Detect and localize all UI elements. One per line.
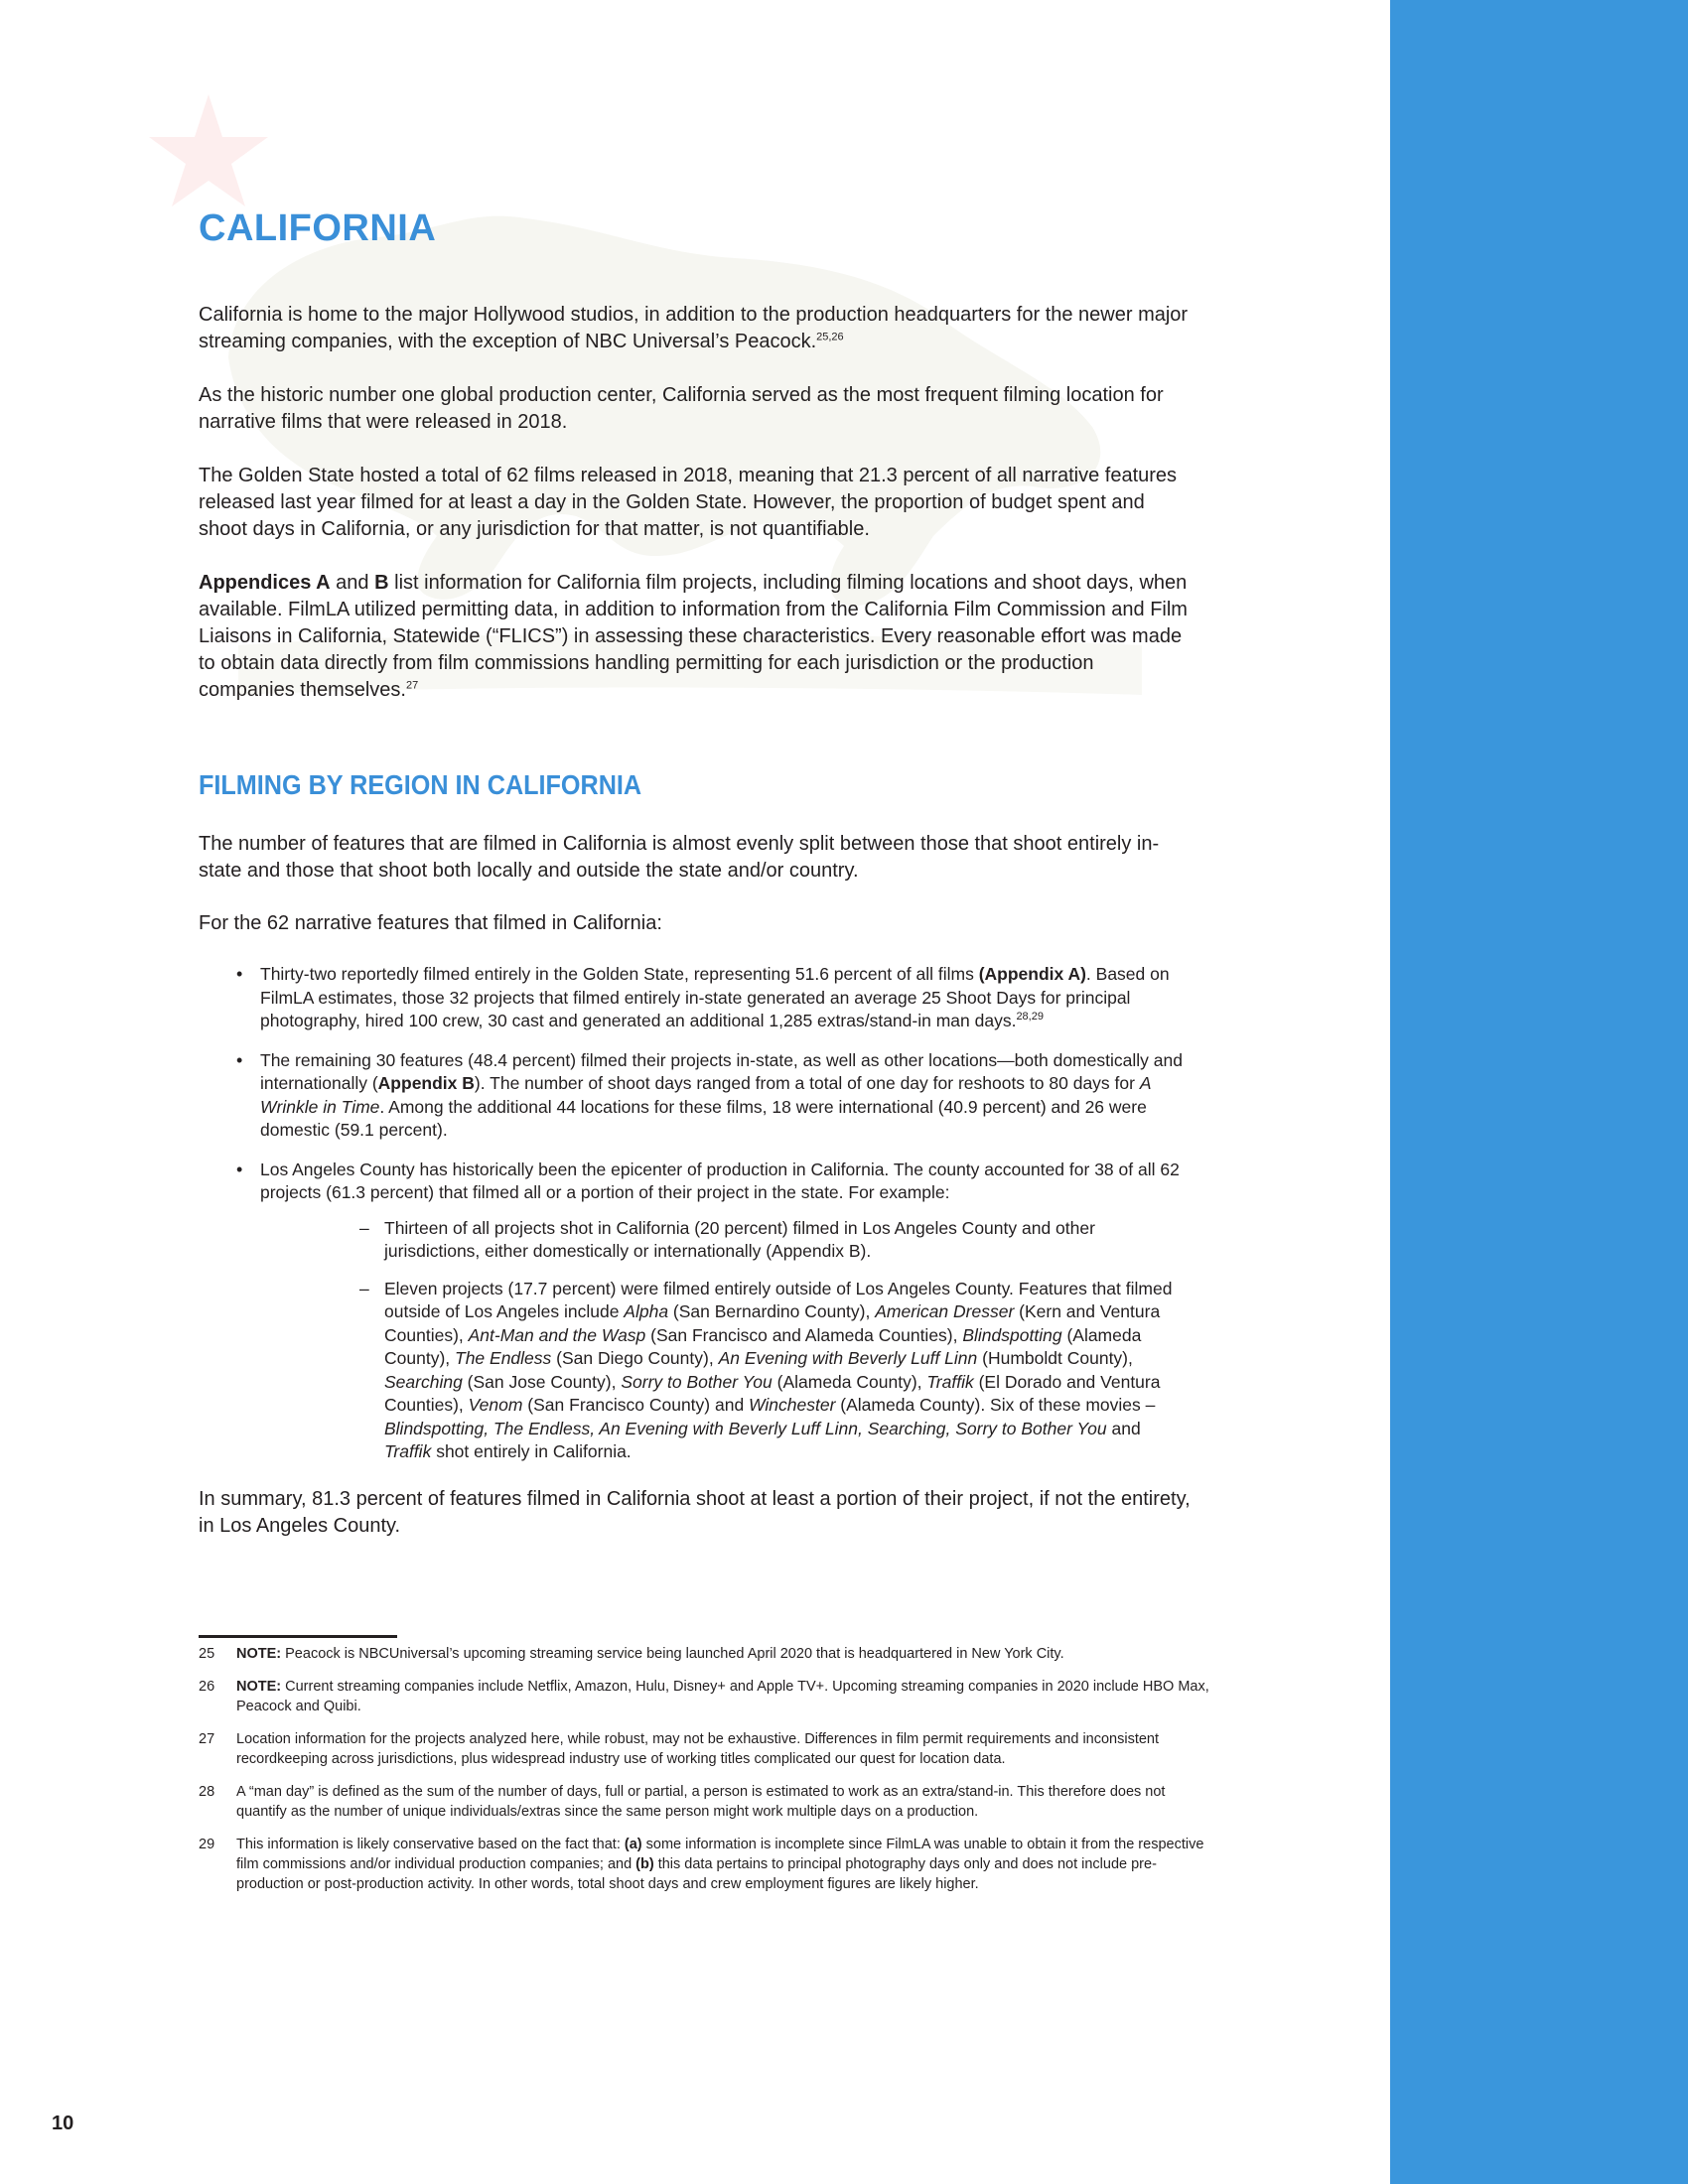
- main-content: [199, 199, 1192, 1540]
- sub-list-item: – Thirteen of all projects shot in California (20 percent) filmed in Los Angeles County and other jurisdictions, either domestically or internationally (Appendix B).: [260, 1217, 1192, 1264]
- blue-side-bar: [1390, 0, 1688, 2184]
- footnote-ref: 27: [405, 679, 419, 692]
- region-paragraph-2: For the 62 narrative features that filmed in California:: [199, 912, 662, 934]
- footnote-25: 25 NOTE: Peacock is NBCUniversal’s upcoming streaming service being launched April 2020 that is headquartered in New York City.: [199, 1646, 1064, 1662]
- list-item: • Los Angeles County has historically been the epicenter of production in California. The county accounted for 38 of all 62 projects (61.3 percent) that filmed all or a portion of their project in the state. For example: – Thirteen of all projects shot in California (20 percent) filmed in Los Angeles County and other jurisdictions, either domestically or internationally (Appendix B). – Eleven projects (17.7 percent) were filmed entirely outside of Los Angeles County. Features that filmed outside of Los Angeles include Alpha (San Bernardino County), American Dresser (Kern and Ventura Counties), Ant-Man and the Wasp (San Francisco and Alameda Counties), Blindspotting (Alameda County), The Endless (San Diego County), An Evening with Beverly Luff Linn (Humboldt County), Searching (San Jose County), Sorry to Bother You (Alameda County), Traffik (El Dorado and Ventura Counties), Venom (San Francisco County) and Winchester (Alameda County). Six of these movies – Blindspotting, The Endless, An Evening with Beverly Luff Linn, Searching, Sorry to Bother You and Traffik shot entirely in California.: [199, 1159, 1192, 1464]
- intro-paragraph-1: California is home to the major Hollywood studios, in addition to the production headquarters for the newer major streaming companies, with the exception of NBC Universal’s Peacock.$^{25,26}$: [199, 304, 1189, 352]
- footnote-divider: [199, 1635, 397, 1638]
- footnote-27: 27 Location information for the projects analyzed here, while robust, may not be exhaustive. Differences in film permit requirements and inconsistent recordkeeping across jurisdictions, plus widespread industry use of working titles complicated our quest for location data.: [199, 1731, 1160, 1767]
- list-item: • Thirty-two reportedly filmed entirely in the Golden State, representing 51.6 percent of all films (Appendix A). Based on FilmLA estimates, those 32 projects that filmed entirely in-state generated an average 25 Shoot Days for principal photography, hired 100 crew, 30 cast and generated an additional 1,285 extras/stand-in man days.$^{28,29}$: [199, 963, 1192, 1033]
- sub-list: [260, 1217, 1192, 1464]
- intro-paragraph-4: Appendices A and B list information for California film projects, including filming locations and shoot days, when available. FilmLA utilized permitting data, in addition to information from the California Film Commission and Film Liaisons in California, Statewide (“FLICS”) in assessing these characteristics. Every reasonable effort was made to obtain data directly from film commissions handling permitting for each jurisdiction or the production companies themselves.$^{27}$: [199, 572, 1188, 701]
- sub-list-item: – Eleven projects (17.7 percent) were filmed entirely outside of Los Angeles County. Features that filmed outside of Los Angeles include Alpha (San Bernardino County), American Dresser (Kern and Ventura Counties), Ant-Man and the Wasp (San Francisco and Alameda Counties), Blindspotting (Alameda County), The Endless (San Diego County), An Evening with Beverly Luff Linn (Humboldt County), Searching (San Jose County), Sorry to Bother You (Alameda County), Traffik (El Dorado and Ventura Counties), Venom (San Francisco County) and Winchester (Alameda County). Six of these movies – Blindspotting, The Endless, An Evening with Beverly Luff Linn, Searching, Sorry to Bother You and Traffik shot entirely in California.: [260, 1278, 1192, 1464]
- summary-paragraph: In summary, 81.3 percent of features filmed in California shoot at least a portion of their project, if not the entirety, in Los Angeles County.: [199, 1487, 1191, 1537]
- intro-paragraph-2: As the historic number one global production center, California served as the most frequent filming location for narrative films that were released in 2018.: [199, 384, 1164, 433]
- section-heading: FILMING BY REGION IN CALIFORNIA: [199, 769, 642, 800]
- region-paragraph-1: The number of features that are filmed in California is almost evenly split between those that shoot entirely in-state and those that shoot both locally and outside the state and/or country.: [199, 833, 1160, 882]
- footnote-28: 28 A “man day” is defined as the sum of the number of days, full or partial, a person is estimated to work as an extra/stand-in. This therefore does not quantify as the number of unique individuals/extras since the same person might work multiple days on a production.: [199, 1784, 1166, 1820]
- footnote-29: 29 This information is likely conservative based on the fact that: (a) some information is incomplete since FilmLA was unable to obtain it from the respective film commissions and/or individual production companies; and (b) this data pertains to principal photography days only and does not include pre-production or post-production activity. In other words, total shoot days and crew employment figures are likely higher.: [199, 1837, 1204, 1892]
- footnote-ref: 28,29: [1016, 1011, 1044, 1024]
- footnote-26: 26 NOTE: Current streaming companies include Netflix, Amazon, Hulu, Disney+ and Apple TV+. Upcoming streaming companies in 2020 include HBO Max, Peacock and Quibi.: [199, 1679, 1209, 1714]
- bullet-list: [199, 963, 1192, 1464]
- page-number: 10: [52, 2113, 74, 2134]
- page-title: CALIFORNIA: [199, 207, 437, 249]
- intro-paragraph-3: The Golden State hosted a total of 62 films released in 2018, meaning that 21.3 percent of all narrative features released last year filmed for at least a day in the Golden State. However, the proportion of budget spent and shoot days in California, or any jurisdiction for that matter, is not quantifiable.: [199, 465, 1178, 540]
- footnotes: [199, 1644, 1211, 1907]
- star-icon: [149, 94, 268, 206]
- list-item: • The remaining 30 features (48.4 percent) filmed their projects in-state, as well as other locations—both domestically and internationally (Appendix B). The number of shoot days ranged from a total of one day for reshoots to 80 days for A Wrinkle in Time. Among the additional 44 locations for these films, 18 were international (40.9 percent) and 26 were domestic (59.1 percent).: [199, 1049, 1192, 1143]
- footnote-ref: 25,26: [816, 331, 844, 343]
